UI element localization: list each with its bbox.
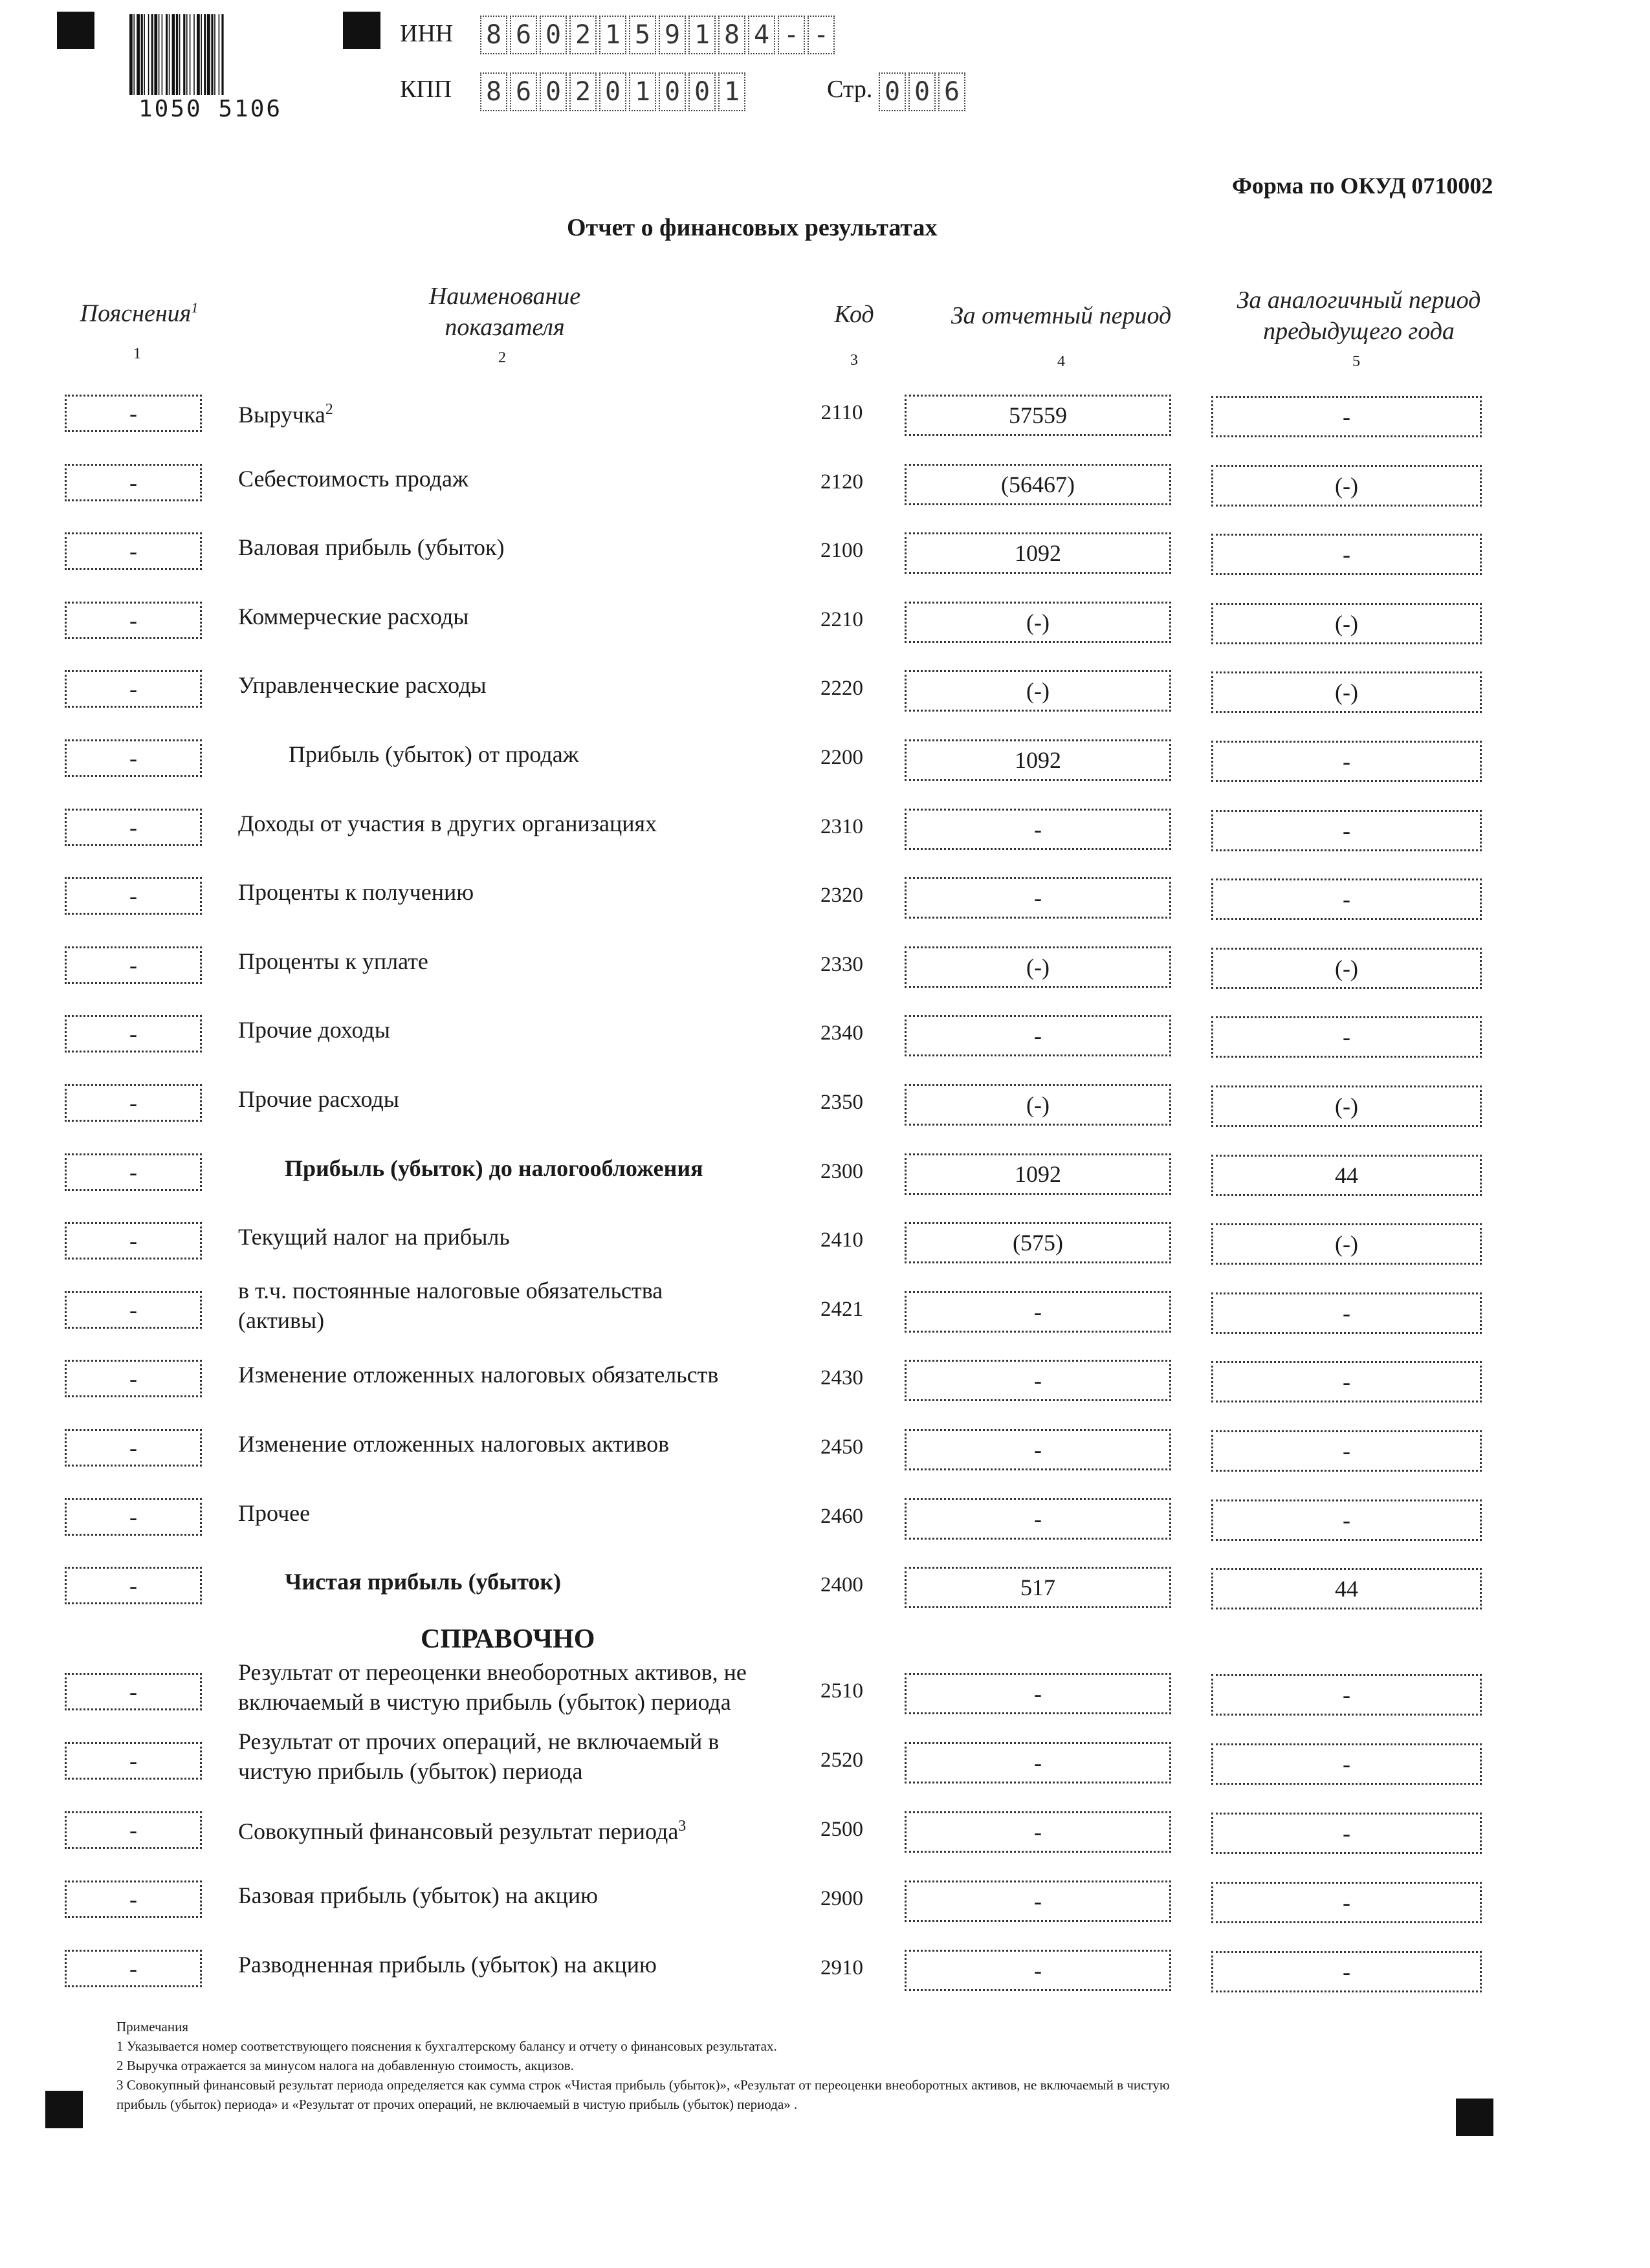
explanation-cell: - bbox=[65, 395, 202, 432]
indicator-name bbox=[238, 1429, 669, 1459]
footnote-3: 3 Совокупный финансовый результат периода определяется как сумма строк «Чистая прибыль (убыток)», «Результат от переоценки внеоборотных активов, не включаемый в чистую bbox=[116, 2077, 1170, 2093]
explanation-cell: - bbox=[65, 602, 202, 639]
current-period-value: 517 bbox=[905, 1567, 1171, 1608]
indicator-name bbox=[285, 1153, 703, 1183]
footnote-2: 2 Выручка отражается за минусом налога на добавленную стоимость, акцизов. bbox=[116, 2058, 574, 2073]
line-code: 2400 bbox=[820, 1573, 863, 1597]
indicator-name bbox=[238, 532, 505, 562]
explanation-cell: - bbox=[65, 532, 202, 570]
indicator-name-text: Прочие доходы bbox=[238, 1017, 390, 1043]
line-code: 2310 bbox=[820, 814, 863, 838]
line-code: 2210 bbox=[820, 607, 863, 631]
page-title: Отчет о финансовых результатах bbox=[567, 214, 938, 241]
kpp-digit-cell: 0 bbox=[688, 72, 716, 111]
page-digit-cell: 0 bbox=[908, 72, 936, 111]
previous-period-value: - bbox=[1211, 534, 1482, 575]
current-period-value: - bbox=[905, 1015, 1171, 1056]
explanation-cell: - bbox=[65, 1015, 202, 1052]
previous-period-value: - bbox=[1211, 396, 1482, 437]
previous-period-value: - bbox=[1211, 741, 1482, 782]
indicator-name-text: Прибыль (убыток) до налогообложения bbox=[285, 1155, 703, 1181]
indicator-name-text: в т.ч. постоянные налоговые обязательства bbox=[238, 1277, 663, 1303]
inn-digit-cell: 0 bbox=[540, 16, 567, 54]
indicator-name-text: Чистая прибыль (убыток) bbox=[285, 1569, 562, 1595]
inn-digit-cell: - bbox=[778, 16, 805, 54]
explanation-cell: - bbox=[65, 1291, 202, 1329]
current-period-value: - bbox=[905, 877, 1171, 919]
indicator-name-text: Прочее bbox=[238, 1499, 311, 1526]
line-code: 2120 bbox=[820, 470, 863, 494]
column-header-name: Наименование показателя bbox=[428, 283, 581, 341]
indicator-name-text: Управленческие расходы bbox=[238, 672, 487, 699]
indicator-name bbox=[238, 1657, 747, 1717]
indicator-name bbox=[238, 1360, 718, 1390]
explanation-cell: - bbox=[65, 1567, 202, 1604]
previous-period-value: - bbox=[1211, 1016, 1482, 1058]
registration-marker-bottom-left bbox=[45, 2091, 83, 2128]
indicator-name bbox=[238, 809, 657, 838]
indicator-name bbox=[238, 1222, 510, 1252]
column-header-previous-period: За аналогичный период предыдущего года bbox=[1237, 287, 1481, 345]
kpp-label: КПП bbox=[400, 76, 452, 103]
line-code: 2220 bbox=[820, 677, 863, 701]
line-code: 2320 bbox=[820, 884, 863, 908]
explanation-cell: - bbox=[65, 1673, 202, 1710]
indicator-name bbox=[238, 602, 468, 631]
line-code: 2100 bbox=[820, 539, 863, 563]
indicator-name-text: Валовая прибыль (убыток) bbox=[238, 534, 505, 561]
column-number-5: 5 bbox=[1352, 353, 1360, 370]
explanation-cell: - bbox=[65, 1742, 202, 1780]
explanation-cell: - bbox=[65, 670, 202, 708]
kpp-field bbox=[480, 72, 748, 111]
explanation-cell: - bbox=[65, 1222, 202, 1259]
current-period-value: - bbox=[905, 809, 1171, 850]
inn-digit-cell: 5 bbox=[629, 16, 656, 54]
indicator-name-text: Разводненная прибыль (убыток) на акцию bbox=[238, 1952, 657, 1978]
line-code: 2410 bbox=[820, 1228, 863, 1252]
previous-period-value: 44 bbox=[1211, 1155, 1482, 1196]
indicator-name bbox=[285, 1567, 561, 1597]
kpp-digit-cell: 1 bbox=[629, 72, 656, 111]
line-code: 2200 bbox=[820, 746, 863, 769]
current-period-value: (575) bbox=[905, 1222, 1171, 1263]
line-code: 2460 bbox=[820, 1504, 863, 1528]
indicator-name bbox=[238, 1015, 390, 1045]
page-number-field bbox=[879, 72, 968, 111]
explanation-cell: - bbox=[65, 877, 202, 915]
kpp-digit-cell: 0 bbox=[599, 72, 626, 111]
okud-form-label: Форма по ОКУД 0710002 bbox=[1232, 173, 1493, 199]
previous-period-value: - bbox=[1211, 1499, 1482, 1541]
current-period-value: (-) bbox=[905, 670, 1171, 712]
indicator-name bbox=[238, 1498, 310, 1528]
line-code: 2330 bbox=[820, 952, 863, 976]
previous-period-value: - bbox=[1211, 1361, 1482, 1402]
explanation-cell: - bbox=[65, 1360, 202, 1397]
inn-label: ИНН bbox=[400, 20, 454, 47]
indicator-name-text: Изменение отложенных налоговых активов bbox=[238, 1431, 670, 1457]
current-period-value: 1092 bbox=[905, 739, 1171, 781]
kpp-digit-cell: 0 bbox=[659, 72, 686, 111]
current-period-value: - bbox=[905, 1360, 1171, 1401]
inn-digit-cell: 2 bbox=[569, 16, 597, 54]
indicator-name bbox=[238, 1950, 657, 1979]
line-code: 2110 bbox=[820, 401, 863, 424]
kpp-digit-cell: 2 bbox=[569, 72, 597, 111]
indicator-name-text: Прочие расходы bbox=[238, 1086, 399, 1112]
barcode-number: 1050 5106 bbox=[138, 96, 283, 122]
line-code: 2520 bbox=[820, 1749, 863, 1772]
previous-period-value: (-) bbox=[1211, 465, 1482, 507]
explanation-cell: - bbox=[65, 809, 202, 846]
line-code: 2450 bbox=[820, 1435, 863, 1459]
current-period-value: (-) bbox=[905, 946, 1171, 988]
indicator-name bbox=[238, 670, 487, 700]
previous-period-value: (-) bbox=[1211, 1085, 1482, 1127]
barcode-image bbox=[129, 14, 298, 95]
previous-period-value: 44 bbox=[1211, 1568, 1482, 1609]
previous-period-value: - bbox=[1211, 1430, 1482, 1472]
line-code: 2900 bbox=[820, 1887, 863, 1910]
footnote-3-cont: прибыль (убыток) периода» и «Результат от прочих операций, не включаемый в чистую прибыль (убыток) периода» . bbox=[116, 2097, 798, 2112]
line-code: 2421 bbox=[820, 1297, 863, 1321]
column-header-code: Код bbox=[834, 301, 874, 328]
previous-period-value: - bbox=[1211, 1813, 1482, 1854]
indicator-name-text: Проценты к получению bbox=[238, 879, 474, 906]
explanation-cell: - bbox=[65, 1881, 202, 1918]
line-code: 2300 bbox=[820, 1159, 863, 1183]
inn-digit-cell: 1 bbox=[688, 16, 716, 54]
column-number-3: 3 bbox=[850, 352, 858, 369]
indicator-name-text: Коммерческие расходы bbox=[238, 603, 469, 629]
line-code: 2350 bbox=[820, 1091, 863, 1114]
line-code: 2910 bbox=[820, 1956, 863, 1979]
explanation-cell: - bbox=[65, 946, 202, 984]
line-code: 2430 bbox=[820, 1366, 863, 1390]
current-period-value: - bbox=[905, 1811, 1171, 1853]
inn-digit-cell: 8 bbox=[718, 16, 745, 54]
indicator-name bbox=[238, 946, 428, 976]
current-period-value: (56467) bbox=[905, 464, 1171, 505]
footnotes-title: Примечания bbox=[116, 2019, 189, 2034]
indicator-name-text: Прибыль (убыток) от продаж bbox=[289, 741, 579, 767]
explanation-cell: - bbox=[65, 1429, 202, 1467]
page-digit-cell: 6 bbox=[938, 72, 965, 111]
indicator-name-text-cont: чистую прибыль (убыток) периода bbox=[238, 1758, 583, 1784]
current-period-value: - bbox=[905, 1673, 1171, 1714]
inn-digit-cell: 9 bbox=[659, 16, 686, 54]
previous-period-value: (-) bbox=[1211, 1223, 1482, 1265]
previous-period-value: (-) bbox=[1211, 948, 1482, 989]
explanation-cell: - bbox=[65, 1153, 202, 1191]
inn-digit-cell: 6 bbox=[510, 16, 537, 54]
explanation-cell: - bbox=[65, 1084, 202, 1122]
footnotes bbox=[116, 2017, 1411, 2114]
indicator-name-text: Доходы от участия в других организациях bbox=[238, 810, 657, 836]
indicator-name bbox=[238, 877, 474, 907]
kpp-digit-cell: 1 bbox=[718, 72, 745, 111]
current-period-value: - bbox=[905, 1742, 1171, 1783]
footnote-1: 1 Указывается номер соответствующего пояснения к бухгалтерскому балансу и отчету о финансовых результатах. bbox=[116, 2038, 777, 2054]
previous-period-value: - bbox=[1211, 1882, 1482, 1923]
indicator-name bbox=[238, 1881, 598, 1910]
indicator-name-text: Проценты к уплате bbox=[238, 948, 428, 974]
indicator-name-text: Изменение отложенных налоговых обязательств bbox=[238, 1362, 719, 1388]
footnote-ref: 2 bbox=[325, 401, 333, 418]
indicator-name bbox=[238, 1276, 663, 1335]
explanation-cell: - bbox=[65, 464, 202, 501]
inn-digit-cell: - bbox=[808, 16, 835, 54]
current-period-value: - bbox=[905, 1498, 1171, 1540]
current-period-value: - bbox=[905, 1881, 1171, 1922]
current-period-value: (-) bbox=[905, 602, 1171, 643]
current-period-value: 1092 bbox=[905, 1153, 1171, 1195]
previous-period-value: - bbox=[1211, 878, 1482, 920]
previous-period-value: (-) bbox=[1211, 603, 1482, 644]
registration-marker-top-left bbox=[57, 12, 94, 49]
indicator-name-text-cont: включаемый в чистую прибыль (убыток) периода bbox=[238, 1689, 731, 1715]
previous-period-value: - bbox=[1211, 1743, 1482, 1785]
current-period-value: (-) bbox=[905, 1084, 1171, 1126]
page-digit-cell: 0 bbox=[879, 72, 906, 111]
indicator-name bbox=[289, 739, 579, 769]
column-header-current-period: За отчетный период bbox=[951, 302, 1172, 329]
inn-field bbox=[480, 16, 837, 54]
line-code: 2500 bbox=[820, 1818, 863, 1841]
indicator-name-text-cont: (активы) bbox=[238, 1307, 325, 1333]
inn-digit-cell: 8 bbox=[480, 16, 507, 54]
indicator-name-text: Выручка bbox=[238, 402, 325, 428]
column-number-1: 1 bbox=[133, 345, 141, 362]
previous-period-value: - bbox=[1211, 1951, 1482, 1992]
kpp-digit-cell: 0 bbox=[540, 72, 567, 111]
indicator-name-text: Базовая прибыль (убыток) на акцию bbox=[238, 1882, 599, 1908]
inn-digit-cell: 1 bbox=[599, 16, 626, 54]
column-number-2: 2 bbox=[498, 349, 506, 366]
current-period-value: - bbox=[905, 1291, 1171, 1333]
current-period-value: - bbox=[905, 1950, 1171, 1991]
indicator-name bbox=[238, 1084, 399, 1114]
indicator-name-text: Результат от переоценки внеоборотных активов, не bbox=[238, 1659, 747, 1685]
explanation-cell: - bbox=[65, 1811, 202, 1849]
line-code: 2510 bbox=[820, 1679, 863, 1703]
indicator-name bbox=[238, 464, 468, 494]
line-code: 2340 bbox=[820, 1021, 863, 1045]
previous-period-value: - bbox=[1211, 1674, 1482, 1716]
indicator-name-text: Себестоимость продаж bbox=[238, 465, 468, 492]
footnote-ref: 3 bbox=[678, 1818, 687, 1835]
reference-section-title: СПРАВОЧНО bbox=[421, 1624, 595, 1654]
kpp-digit-cell: 6 bbox=[510, 72, 537, 111]
indicator-name bbox=[238, 1811, 686, 1846]
previous-period-value: (-) bbox=[1211, 671, 1482, 713]
indicator-name bbox=[238, 395, 333, 430]
explanation-cell: - bbox=[65, 739, 202, 777]
column-header-explanations: Пояснения$^1$ bbox=[80, 300, 199, 327]
previous-period-value: - bbox=[1211, 810, 1482, 851]
registration-marker-bottom-right bbox=[1456, 2099, 1493, 2136]
inn-digit-cell: 4 bbox=[748, 16, 775, 54]
current-period-value: 1092 bbox=[905, 532, 1171, 574]
page-label: Стр. bbox=[827, 76, 873, 103]
column-number-4: 4 bbox=[1057, 353, 1065, 370]
registration-marker-top-middle bbox=[343, 12, 380, 49]
explanation-cell: - bbox=[65, 1950, 202, 1987]
explanation-cell: - bbox=[65, 1498, 202, 1536]
previous-period-value: - bbox=[1211, 1292, 1482, 1334]
indicator-name-text: Результат от прочих операций, не включаемый в bbox=[238, 1728, 720, 1754]
indicator-name-text: Текущий налог на прибыль bbox=[238, 1224, 510, 1250]
current-period-value: 57559 bbox=[905, 395, 1171, 436]
indicator-name bbox=[238, 1727, 719, 1786]
current-period-value: - bbox=[905, 1429, 1171, 1470]
indicator-name-text: Совокупный финансовый результат периода bbox=[238, 1818, 679, 1844]
kpp-digit-cell: 8 bbox=[480, 72, 507, 111]
